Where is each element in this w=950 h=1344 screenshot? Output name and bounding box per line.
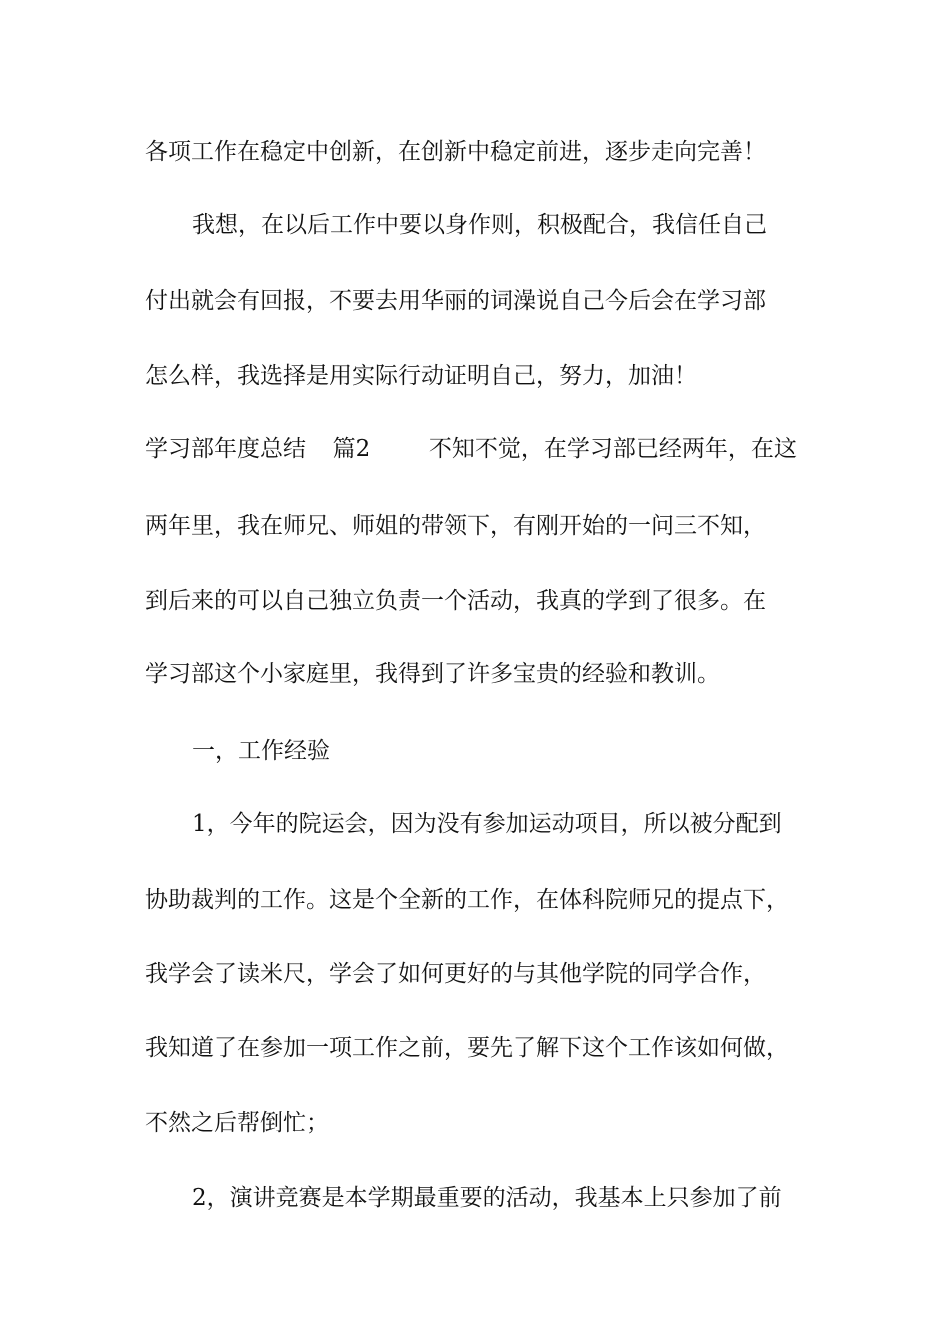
text-line: 付出就会有回报，不要去用华丽的词澡说自己今后会在学习部 [145,288,766,314]
text-line: 各项工作在稳定中创新，在创新中稳定前进，逐步走向完善！ [145,139,766,165]
text-line: 不然之后帮倒忙； [145,1110,329,1136]
text-line: 协助裁判的工作。这是个全新的工作，在体科院师兄的提点下， [145,887,789,913]
section-heading: 学习部年度总结 [145,436,306,462]
text-line: 两年里，我在师兄、师姐的带领下，有刚开始的一问三不知， [145,513,766,539]
section-number: 篇2 [332,436,371,462]
text-line: 我学会了读米尺，学会了如何更好的与其他学院的同学合作， [145,961,766,987]
text-line: 我知道了在参加一项工作之前，要先了解下这个工作该如何做， [145,1035,789,1061]
paragraph-start: 我想，在以后工作中要以身作则，积极配合，我信任自己 [192,212,767,238]
text-line: 学习部这个小家庭里，我得到了许多宝贵的经验和教训。 [145,661,720,687]
section-first-text: 不知不觉，在学习部已经两年，在这 [428,436,797,462]
paragraph-start: 2，演讲竞赛是本学期最重要的活动，我基本上只参加了前 [192,1185,782,1211]
text-line: 到后来的可以自己独立负责一个活动，我真的学到了很多。在 [145,588,766,614]
subheading-work-experience: 一，工作经验 [192,738,330,764]
paragraph-start: 1，今年的院运会，因为没有参加运动项目，所以被分配到 [192,811,782,837]
section-title-line [145,431,825,467]
text-line: 怎么样，我选择是用实际行动证明自己，努力，加油！ [145,363,697,389]
